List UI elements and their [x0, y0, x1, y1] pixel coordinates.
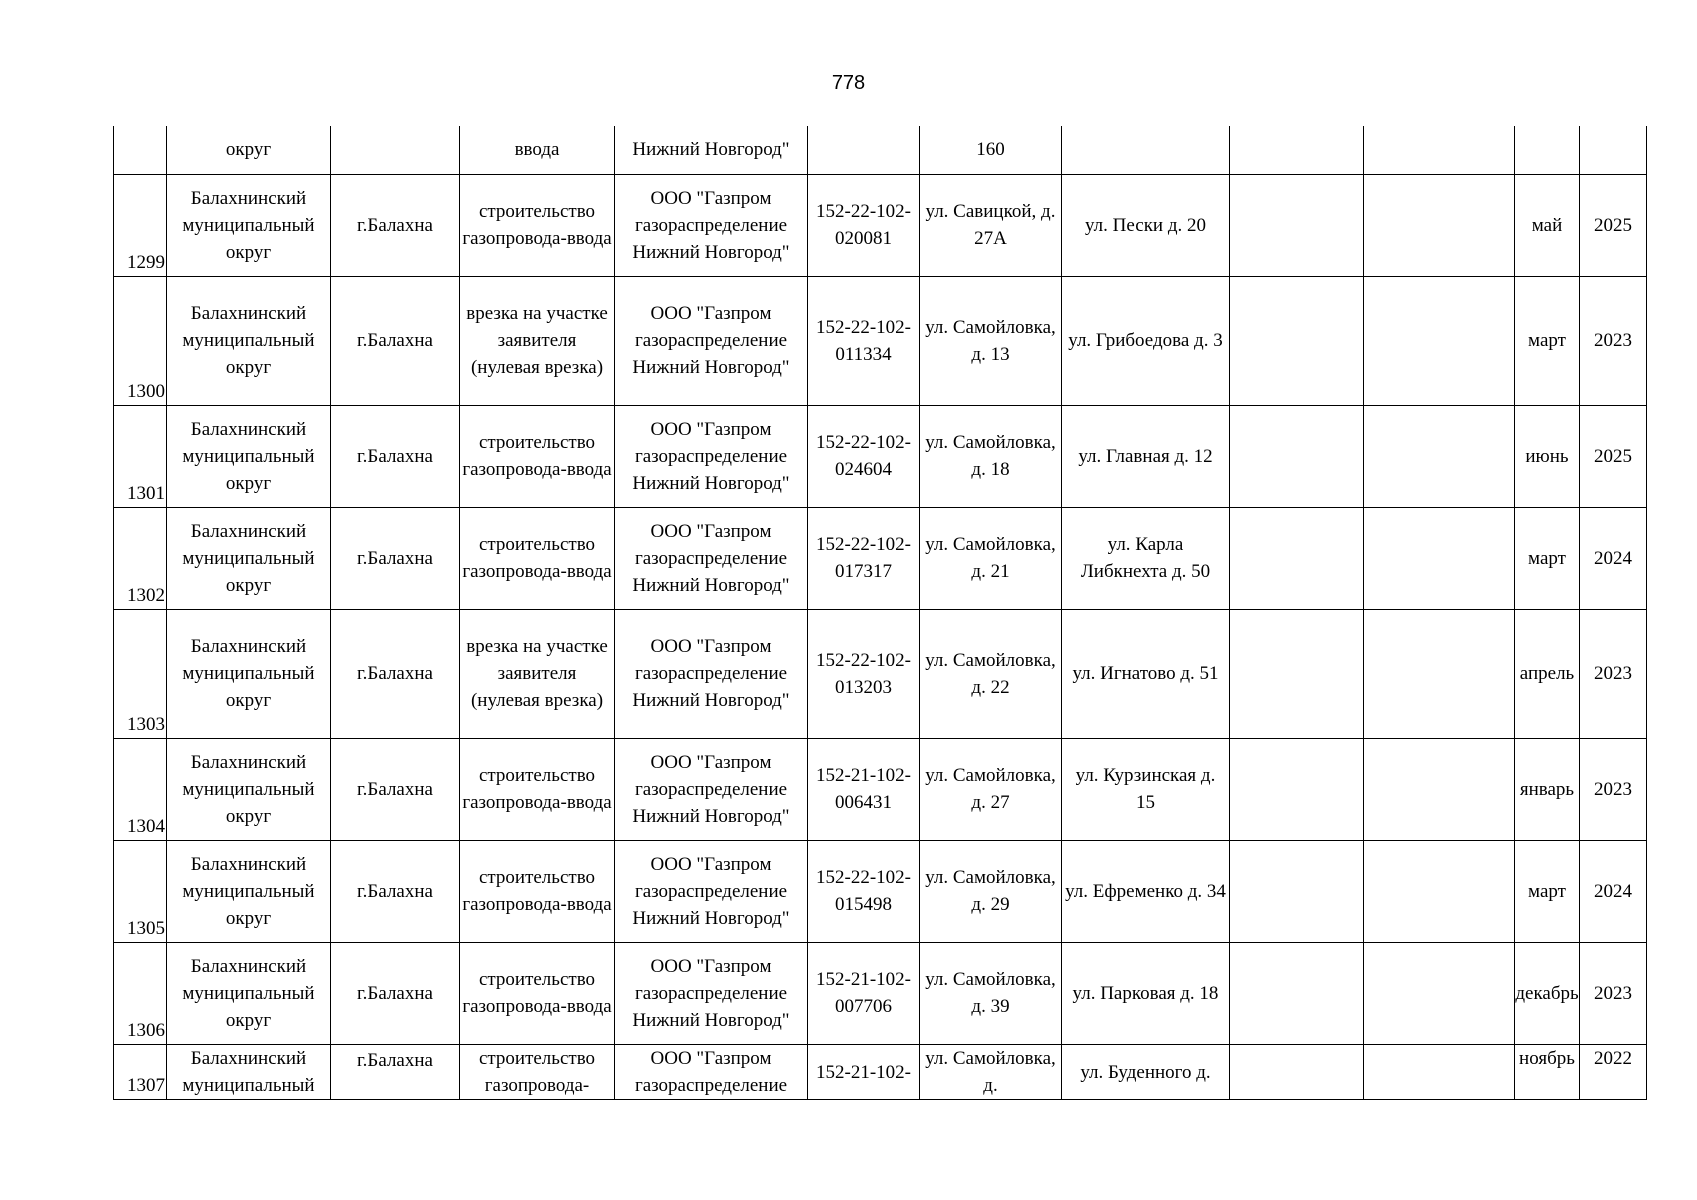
organization-cell: Нижний Новгород" — [615, 126, 808, 174]
empty-cell — [1364, 1044, 1515, 1099]
empty-cell — [1364, 126, 1515, 174]
object-address-cell: ул. Самойловка, д. 27 — [920, 738, 1062, 840]
page-number: 778 — [831, 72, 866, 94]
month-cell: декабрь — [1515, 942, 1580, 1044]
district-cell: округ — [167, 126, 331, 174]
empty-cell — [1230, 840, 1364, 942]
year-cell: 2023 — [1580, 609, 1647, 738]
object-address-cell: ул. Самойловка, д. 22 — [920, 609, 1062, 738]
table-row — [114, 1044, 1647, 1099]
empty-cell — [1364, 507, 1515, 609]
district-cell: Балахнинский муниципальный округ — [167, 174, 331, 276]
work-type-cell: строительство газопровода- — [460, 1044, 615, 1099]
empty-cell — [1230, 126, 1364, 174]
row-number-cell: 1307 — [114, 1044, 167, 1099]
empty-cell — [1364, 609, 1515, 738]
city-cell: г.Балахна — [331, 942, 460, 1044]
row-number-cell: 1305 — [114, 840, 167, 942]
row-number-cell: 1299 — [114, 174, 167, 276]
row-number-cell: 1303 — [114, 609, 167, 738]
organization-cell: ООО "Газпром газораспределение Нижний Новгород" — [615, 405, 808, 507]
connection-address-cell: ул. Грибоедова д. 3 — [1062, 276, 1230, 405]
city-cell: г.Балахна — [331, 1044, 460, 1099]
organization-cell: ООО "Газпром газораспределение Нижний Новгород" — [615, 840, 808, 942]
city-cell: г.Балахна — [331, 840, 460, 942]
organization-cell: ООО "Газпром газораспределение Нижний Новгород" — [615, 174, 808, 276]
empty-cell — [1230, 405, 1364, 507]
year-cell: 2024 — [1580, 507, 1647, 609]
table-row — [114, 276, 1647, 405]
code-cell — [808, 126, 920, 174]
city-cell: г.Балахна — [331, 507, 460, 609]
work-type-cell: строительство газопровода-ввода — [460, 405, 615, 507]
code-cell: 152-21-102- — [808, 1044, 920, 1099]
row-number-cell: 1300 — [114, 276, 167, 405]
city-cell: г.Балахна — [331, 276, 460, 405]
object-address-cell: 160 — [920, 126, 1062, 174]
city-cell: г.Балахна — [331, 174, 460, 276]
year-cell: 2025 — [1580, 405, 1647, 507]
connection-address-cell: ул. Парковая д. 18 — [1062, 942, 1230, 1044]
connection-address-cell: ул. Карла Либкнехта д. 50 — [1062, 507, 1230, 609]
year-cell: 2024 — [1580, 840, 1647, 942]
empty-cell — [1364, 405, 1515, 507]
district-cell: Балахнинский муниципальный округ — [167, 609, 331, 738]
object-address-cell: ул. Самойловка, д. 21 — [920, 507, 1062, 609]
city-cell: г.Балахна — [331, 738, 460, 840]
row-number-cell: 1301 — [114, 405, 167, 507]
work-type-cell: строительство газопровода-ввода — [460, 507, 615, 609]
table-row — [114, 609, 1647, 738]
year-cell: 2023 — [1580, 942, 1647, 1044]
work-type-cell: строительство газопровода-ввода — [460, 174, 615, 276]
object-address-cell: ул. Самойловка, д. 13 — [920, 276, 1062, 405]
table-row — [114, 174, 1647, 276]
district-cell: Балахнинский муниципальный — [167, 1044, 331, 1099]
work-type-cell: врезка на участке заявителя (нулевая врезка) — [460, 609, 615, 738]
work-type-cell: врезка на участке заявителя (нулевая врезка) — [460, 276, 615, 405]
connection-address-cell: ул. Главная д. 12 — [1062, 405, 1230, 507]
month-cell: апрель — [1515, 609, 1580, 738]
district-cell: Балахнинский муниципальный округ — [167, 276, 331, 405]
connection-address-cell: ул. Ефременко д. 34 — [1062, 840, 1230, 942]
empty-cell — [1364, 738, 1515, 840]
empty-cell — [1364, 840, 1515, 942]
month-cell: май — [1515, 174, 1580, 276]
month-cell: март — [1515, 276, 1580, 405]
connection-address-cell: ул. Игнатово д. 51 — [1062, 609, 1230, 738]
city-cell: г.Балахна — [331, 405, 460, 507]
row-number-cell: 1302 — [114, 507, 167, 609]
organization-cell: ООО "Газпром газораспределение — [615, 1044, 808, 1099]
empty-cell — [1230, 507, 1364, 609]
empty-cell — [1364, 174, 1515, 276]
empty-cell — [1230, 1044, 1364, 1099]
month-cell — [1515, 126, 1580, 174]
work-type-cell: ввода — [460, 126, 615, 174]
work-type-cell: строительство газопровода-ввода — [460, 942, 615, 1044]
connection-address-cell: ул. Буденного д. — [1062, 1044, 1230, 1099]
empty-cell — [1364, 276, 1515, 405]
table-row — [114, 738, 1647, 840]
empty-cell — [1230, 738, 1364, 840]
empty-cell — [1230, 942, 1364, 1044]
code-cell: 152-22-102-020081 — [808, 174, 920, 276]
code-cell: 152-21-102-006431 — [808, 738, 920, 840]
organization-cell: ООО "Газпром газораспределение Нижний Новгород" — [615, 609, 808, 738]
organization-cell: ООО "Газпром газораспределение Нижний Новгород" — [615, 507, 808, 609]
year-cell — [1580, 126, 1647, 174]
year-cell: 2023 — [1580, 276, 1647, 405]
work-type-cell: строительство газопровода-ввода — [460, 738, 615, 840]
empty-cell — [1230, 174, 1364, 276]
month-cell: март — [1515, 507, 1580, 609]
year-cell: 2022 — [1580, 1044, 1647, 1099]
table-row-continuation — [114, 126, 1647, 174]
connection-address-cell: ул. Курзинская д. 15 — [1062, 738, 1230, 840]
empty-cell — [1230, 276, 1364, 405]
month-cell: март — [1515, 840, 1580, 942]
work-type-cell: строительство газопровода-ввода — [460, 840, 615, 942]
year-cell: 2023 — [1580, 738, 1647, 840]
district-cell: Балахнинский муниципальный округ — [167, 840, 331, 942]
empty-cell — [1230, 609, 1364, 738]
code-cell: 152-22-102-011334 — [808, 276, 920, 405]
code-cell: 152-22-102-015498 — [808, 840, 920, 942]
organization-cell: ООО "Газпром газораспределение Нижний Новгород" — [615, 738, 808, 840]
month-cell: июнь — [1515, 405, 1580, 507]
table-row — [114, 405, 1647, 507]
organization-cell: ООО "Газпром газораспределение Нижний Новгород" — [615, 942, 808, 1044]
code-cell: 152-22-102-024604 — [808, 405, 920, 507]
object-address-cell: ул. Самойловка, д. — [920, 1044, 1062, 1099]
row-number-cell: 1306 — [114, 942, 167, 1044]
connection-address-cell: ул. Пески д. 20 — [1062, 174, 1230, 276]
empty-cell — [1364, 942, 1515, 1044]
object-address-cell: ул. Савицкой, д. 27А — [920, 174, 1062, 276]
connection-address-cell — [1062, 126, 1230, 174]
row-number-cell: 1304 — [114, 738, 167, 840]
table-row — [114, 840, 1647, 942]
object-address-cell: ул. Самойловка, д. 18 — [920, 405, 1062, 507]
district-cell: Балахнинский муниципальный округ — [167, 405, 331, 507]
city-cell: г.Балахна — [331, 609, 460, 738]
code-cell: 152-21-102-007706 — [808, 942, 920, 1044]
row-number-cell — [114, 126, 167, 174]
register-table — [113, 126, 1647, 1100]
month-cell: ноябрь — [1515, 1044, 1580, 1099]
table-row — [114, 507, 1647, 609]
city-cell — [331, 126, 460, 174]
month-cell: январь — [1515, 738, 1580, 840]
table-row — [114, 942, 1647, 1044]
organization-cell: ООО "Газпром газораспределение Нижний Новгород" — [615, 276, 808, 405]
district-cell: Балахнинский муниципальный округ — [167, 738, 331, 840]
year-cell: 2025 — [1580, 174, 1647, 276]
district-cell: Балахнинский муниципальный округ — [167, 507, 331, 609]
district-cell: Балахнинский муниципальный округ — [167, 942, 331, 1044]
object-address-cell: ул. Самойловка, д. 39 — [920, 942, 1062, 1044]
object-address-cell: ул. Самойловка, д. 29 — [920, 840, 1062, 942]
code-cell: 152-22-102-017317 — [808, 507, 920, 609]
code-cell: 152-22-102-013203 — [808, 609, 920, 738]
